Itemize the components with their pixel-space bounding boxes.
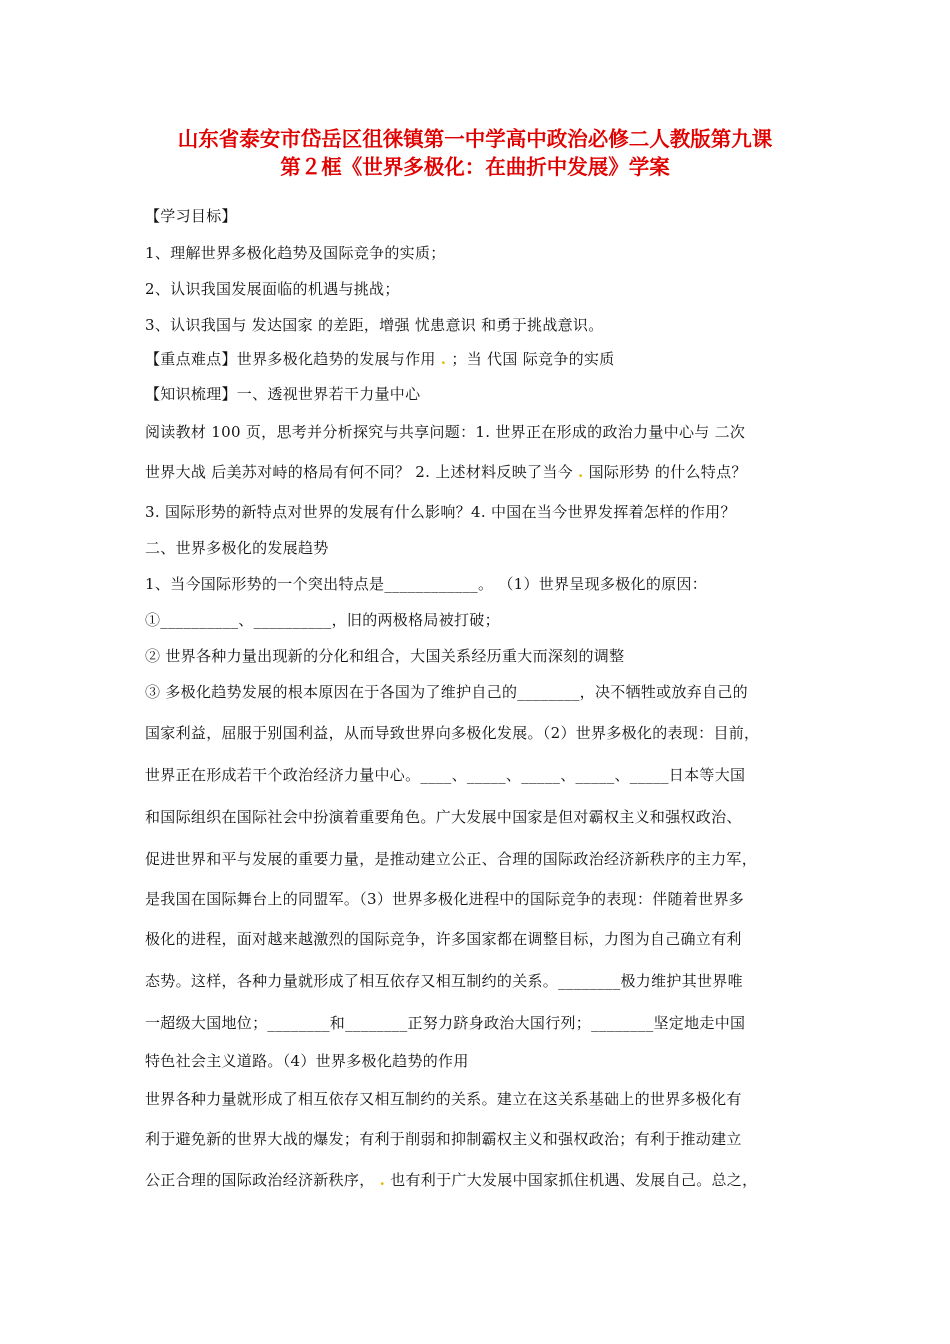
paragraph-line: 利于避免新的世界大战的爆发；有利于削弱和抑制霸权主义和强权政治；有利于推动建立 <box>145 1130 742 1148</box>
paragraph-line: 和国际组织在国际社会中扮演着重要角色。广大发展中国家是但对霸权主义和强权政治、 <box>145 808 742 826</box>
paragraph-line: 阅读教材 100 页，思考并分析探究与共享问题：1. 世界正在形成的政治力量中心与 二次 <box>145 423 746 441</box>
objective-2: 2、认识我国发展面临的机遇与挑战； <box>145 280 400 298</box>
paragraph-line: 1、当今国际形势的一个突出特点是____________。 （1）世界呈现多极化的原因： <box>145 575 708 593</box>
paragraph-line: 世界各种力量就形成了相互依存又相互制约的关系。建立在这关系基础上的世界多极化有 <box>145 1090 742 1108</box>
paragraph-line: 一超级大国地位；________和________正努力跻身政治大国行列；________坚定地走中国 <box>145 1014 746 1032</box>
highlight-mark: . <box>578 463 584 481</box>
objective-1: 1、理解世界多极化趋势及国际竞争的实质； <box>145 244 446 262</box>
document-title-line-2: 第２框《世界多极化：在曲折中发展》学案 <box>280 155 670 179</box>
paragraph-line: 特色社会主义道路。（4）世界多极化趋势的作用 <box>145 1052 469 1070</box>
paragraph-line: ② 世界各种力量出现新的分化和组合，大国关系经历重大而深刻的调整 <box>145 647 625 665</box>
paragraph-line: ③ 多极化趋势发展的根本原因在于各国为了维护自己的________，决不牺牲或放弃自己的 <box>145 683 748 701</box>
paragraph-text: 世界大战 后美苏对峙的格局有何不同？ 2. 上述材料反映了当今 <box>145 463 573 481</box>
paragraph-line <box>145 461 747 482</box>
paragraph-line: 国家利益，屈服于别国利益，从而导致世界向多极化发展。（2）世界多极化的表现：目前， <box>145 724 760 742</box>
paragraph-line <box>145 1169 757 1190</box>
paragraph-line: 极化的进程，面对越来越激烈的国际竞争，许多国家都在调整目标，力图为自己确立有利 <box>145 930 742 948</box>
paragraph-line: 是我国在国际舞台上的同盟军。（3）世界多极化进程中的国际竞争的表现：伴随着世界多 <box>145 890 745 908</box>
section-label-objectives: 【学习目标】 <box>145 207 237 225</box>
paragraph-line: 世界正在形成若干个政治经济力量中心。____、_____、_____、_____、_____日本等大国 <box>145 766 746 784</box>
section-heading-2: 二、世界多极化的发展趋势 <box>145 539 329 557</box>
paragraph-line: 3. 国际形势的新特点对世界的发展有什么影响？4. 中国在当今世界发挥着怎样的作用？ <box>145 503 736 521</box>
paragraph-text: 也有利于广大发展中国家抓住机遇、发展自己。总之， <box>390 1171 758 1189</box>
paragraph-line: 促进世界和平与发展的重要力量，是推动建立公正、合理的国际政治经济新秩序的主力军， <box>145 850 758 868</box>
key-points-line <box>145 348 615 369</box>
highlight-mark: . <box>379 1171 386 1189</box>
paragraph-text: 国际形势 的什么特点？ <box>588 463 747 481</box>
document-title-line-1: 山东省泰安市岱岳区徂徕镇第一中学高中政治必修二人教版第九课 <box>177 127 773 151</box>
highlight-mark: . <box>440 350 447 368</box>
key-points-text: 【重点难点】世界多极化趋势的发展与作用 <box>145 350 436 368</box>
paragraph-text: 公正合理的国际政治经济新秩序， <box>145 1171 375 1189</box>
paragraph-line: 态势。这样，各种力量就形成了相互依存又相互制约的关系。________极力维护其世界唯 <box>145 972 743 990</box>
objective-3: 3、认识我国与 发达国家 的差距，增强 忧患意识 和勇于挑战意识。 <box>145 316 604 334</box>
key-points-text-cont: ；当 代国 际竞争的实质 <box>451 350 615 368</box>
section-label-knowledge: 【知识梳理】一、透视世界若干力量中心 <box>145 385 421 403</box>
paragraph-line: ①__________、__________，旧的两极格局被打破； <box>145 611 500 629</box>
